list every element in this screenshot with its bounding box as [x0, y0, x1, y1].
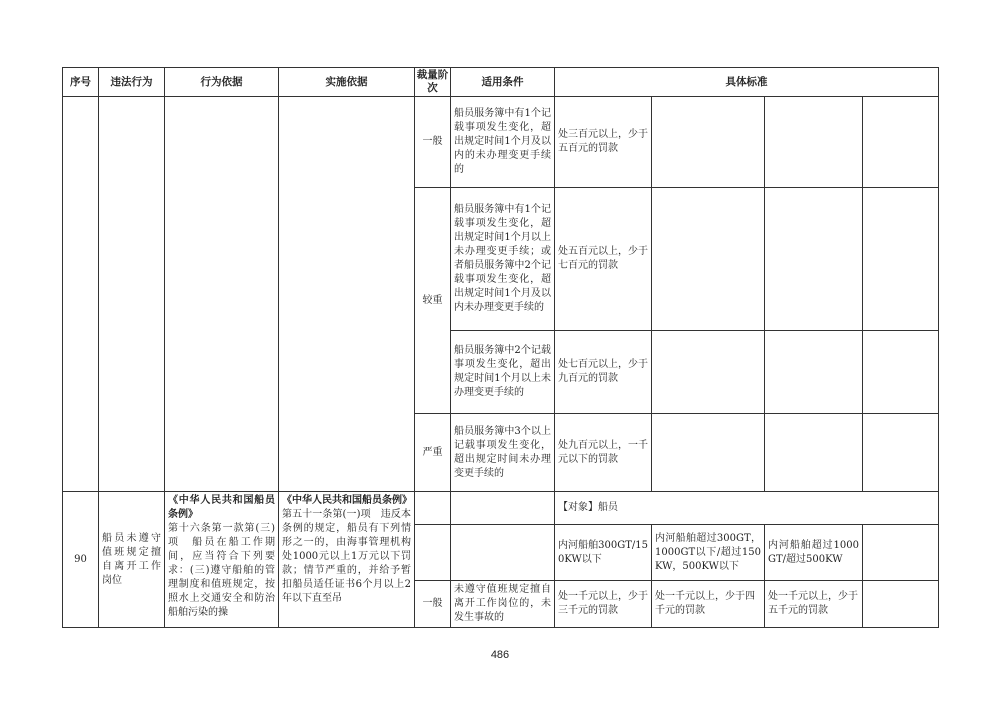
basis-cell-empty: [165, 97, 279, 492]
level-empty: [415, 492, 451, 525]
basis-text: 第十六条第一款第(三)项 船员在船工作期间，应当符合下列要求：(三)遵守船舶的管理制度和值班规定，按照水上交通安全和防治船舶污染的操: [168, 523, 275, 618]
standard-empty: [863, 331, 939, 414]
table-row: [63, 492, 939, 525]
standard-empty: [652, 97, 765, 188]
standard-cell: 处一千元以上，少于三千元的罚款: [555, 581, 652, 628]
standard-cell: 处七百元以上，少于九百元的罚款: [555, 331, 652, 414]
impl-cell-empty: [279, 97, 415, 492]
penalty-table: [62, 67, 939, 628]
seq-cell-empty: [63, 97, 99, 492]
standard-empty: [765, 414, 863, 492]
header-condition: 适用条件: [451, 68, 555, 97]
condition-empty: [451, 525, 555, 581]
standard-empty: [652, 414, 765, 492]
standard-empty: [765, 188, 863, 331]
header-impl: 实施依据: [279, 68, 415, 97]
level-empty: [415, 525, 451, 581]
standard-empty: [652, 188, 765, 331]
basis-title: 《中华人民共和国船员条例》: [168, 495, 275, 520]
sub-header-empty: [863, 525, 939, 581]
standard-empty: [765, 97, 863, 188]
standard-empty: [863, 581, 939, 628]
standard-cell: 处九百元以上，一千元以下的罚款: [555, 414, 652, 492]
standard-empty: [863, 188, 939, 331]
level-cell: 一般: [415, 581, 451, 628]
level-cell: 严重: [415, 414, 451, 492]
condition-empty: [451, 492, 555, 525]
standard-cell: 处五百元以上，少于七百元的罚款: [555, 188, 652, 331]
condition-cell: 船员服务簿中2个记载事项发生变化，超出规定时间1个月以上未办理变更手续的: [451, 331, 555, 414]
sub-header-cell: 内河船舶超过1000GT/超过500KW: [765, 525, 863, 581]
object-cell: 【对象】船员: [555, 492, 939, 525]
standard-empty: [863, 97, 939, 188]
standard-empty: [652, 331, 765, 414]
impl-title: 《中华人民共和国船员条例》: [282, 495, 412, 506]
seq-cell: 90: [63, 492, 99, 628]
page-number: 486: [490, 649, 510, 661]
standard-cell: 处三百元以上，少于五百元的罚款: [555, 97, 652, 188]
condition-cell: 船员服务簿中3个以上记载事项发生变化，超出规定时间未办理变更手续的: [451, 414, 555, 492]
standard-empty: [863, 414, 939, 492]
impl-text: 第五十一条第(一)项 违反本条例的规定，船员有下列情形之一的，由海事管理机构处1000元以上1万元以下罚款；情节严重的，并给予暂扣船员适任证书6个月以上2年以下直至吊: [282, 509, 411, 604]
sub-header-cell: 内河船舶超过300GT，1000GT以下/超过150KW，500KW以下: [652, 525, 765, 581]
table-row: [63, 97, 939, 188]
level-cell: 较重: [415, 188, 451, 414]
violation-cell-empty: [99, 97, 165, 492]
standard-cell: 处一千元以上，少于四千元的罚款: [652, 581, 765, 628]
sub-header-cell: 内河船舶300GT/150KW以下: [555, 525, 652, 581]
condition-cell: 船员服务簿中有1个记载事项发生变化，超出规定时间1个月以上未办理变更手续；或者船员服务簿中2个记载事项发生变化，超出规定时间1个月及以内未办理变更手续的: [451, 188, 555, 331]
impl-cell: [279, 492, 415, 628]
header-seq: 序号: [63, 68, 99, 97]
header-violation: 违法行为: [99, 68, 165, 97]
condition-cell: 未遵守值班规定擅自离开工作岗位的，未发生事故的: [451, 581, 555, 628]
header-standard: 具体标准: [555, 68, 939, 97]
header-row: [63, 68, 939, 97]
header-level: 裁量阶次: [415, 68, 451, 97]
level-cell: 一般: [415, 97, 451, 188]
standard-empty: [765, 331, 863, 414]
basis-cell: [165, 492, 279, 628]
violation-cell: 船员未遵守值班规定擅自离开工作岗位: [99, 492, 165, 628]
condition-cell: 船员服务簿中有1个记载事项发生变化，超出规定时间1个月及以内的未办理变更手续的: [451, 97, 555, 188]
header-basis: 行为依据: [165, 68, 279, 97]
standard-cell: 处一千元以上，少于五千元的罚款: [765, 581, 863, 628]
